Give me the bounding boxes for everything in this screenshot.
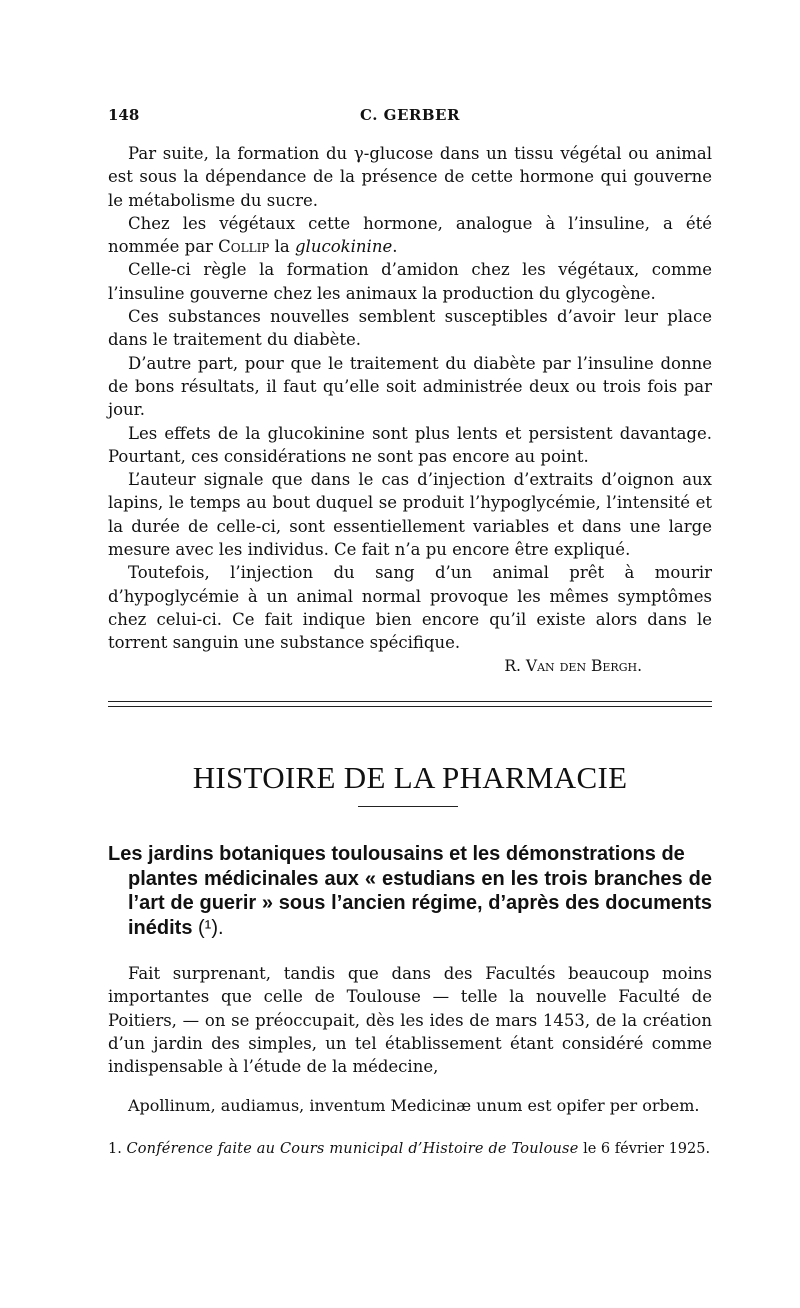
page-header bbox=[108, 106, 712, 130]
signature-name: R. Van den Bergh. bbox=[504, 656, 642, 675]
intro-section bbox=[108, 962, 712, 1078]
article-title-line: Les jardins botaniques toulousains et les démonstrations de bbox=[108, 843, 685, 865]
section-title: HISTOIRE DE LA PHARMACIE bbox=[192, 760, 628, 795]
paragraph-text: . bbox=[392, 237, 398, 257]
footnote-number: 1. bbox=[108, 1141, 122, 1157]
paragraph: Toutefois, l’injection du sang d’un animal prêt à mourir d’hypoglycémie à un animal normal provoque les mêmes symptômes chez celui-ci. Ce fait indique bien encore qu’il existe alors dans le torrent sanguin une substance spécifique. bbox=[108, 563, 712, 653]
footnote-italic: Conférence faite au Cours municipal d’Histoire de Toulouse bbox=[126, 1141, 579, 1157]
paragraph: L’auteur signale que dans le cas d’injection d’extraits d’oignon aux lapins, le temps au bout duquel se produit l’hypoglycémie, l’intensité et la durée de celle-ci, sont essentiellement variables et dans une large mesure avec les individus. Ce fait n’a pu encore être expliqué. bbox=[108, 470, 712, 560]
paragraph: Ces substances nouvelles semblent susceptibles d’avoir leur place dans le traitement du diabète. bbox=[108, 307, 712, 350]
article-title-continuation bbox=[108, 867, 712, 941]
footnote-text: le 6 février 1925. bbox=[578, 1141, 711, 1157]
footnote bbox=[108, 1141, 712, 1157]
paragraph-text: la bbox=[269, 237, 295, 257]
page-number: 148 bbox=[108, 106, 140, 124]
article-body bbox=[108, 142, 712, 678]
paragraph bbox=[108, 212, 712, 259]
epigraph: Apollinum, audiamus, inventum Medicinæ unum est opifer per orbem. bbox=[128, 1096, 700, 1115]
term-italic: glucokinine bbox=[295, 237, 393, 257]
paragraph: Les effets de la glucokinine sont plus lents et persistent davantage. Pourtant, ces considérations ne sont pas encore au point. bbox=[108, 423, 712, 466]
paragraph: Par suite, la formation du γ-glucose dans un tissu végétal ou animal est sous la dépendance de la présence de cette hormone qui gouverne le métabolisme du sucre. bbox=[108, 144, 712, 210]
title-rule bbox=[358, 806, 458, 807]
separator-rule bbox=[108, 701, 712, 702]
separator-rule bbox=[108, 706, 712, 707]
author-name: Collip bbox=[218, 237, 270, 257]
signature bbox=[108, 655, 642, 678]
article-title bbox=[108, 842, 712, 940]
paragraph: Celle-ci règle la formation d’amidon chez les végétaux, comme l’insuline gouverne chez les animaux la production du glycogène. bbox=[108, 260, 712, 303]
footnote-reference: (¹). bbox=[198, 916, 224, 939]
paragraph-text: Chez les végétaux cette hormone, analogue à l’insuline, a été nommée par bbox=[108, 213, 712, 257]
running-head: C. GERBER bbox=[360, 106, 460, 124]
paragraph: D’autre part, pour que le traitement du diabète par l’insuline donne de bons résultats, il faut qu’elle soit administrée deux ou trois fois par jour. bbox=[108, 353, 712, 420]
intro-paragraph: Fait surprenant, tandis que dans des Facultés beaucoup moins importantes que celle de Toulouse — telle la nouvelle Faculté de Poitiers, — on se préoccupait, dès les ides de mars 1453, de la création d’un jardin des simples, un tel établissement étant considéré comme indispensable à l’étude de la médecine, bbox=[108, 964, 712, 1077]
article-title-text: plantes médicinales aux « estudians en les trois branches de l’art de guerir » sous l’ancien régime, d’après des documents inédits bbox=[128, 867, 712, 939]
